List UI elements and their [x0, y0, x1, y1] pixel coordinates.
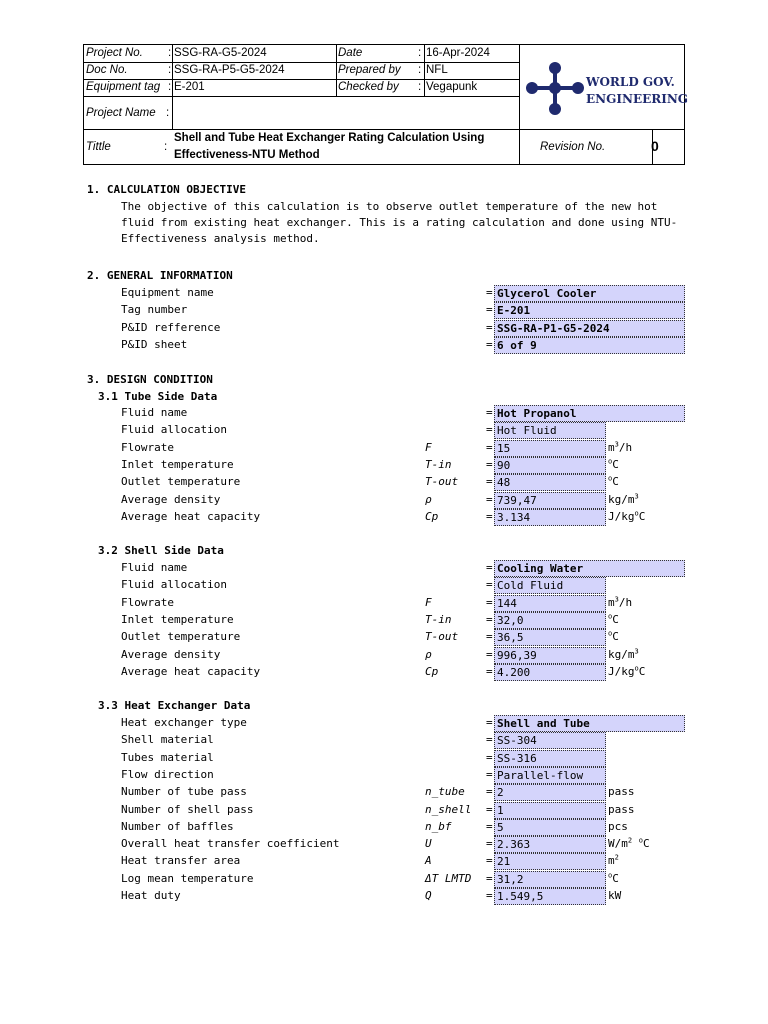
objective-line-3: Effectiveness analysis method. [121, 232, 320, 245]
data-row [0, 888, 768, 905]
equals-sign: = [486, 423, 493, 437]
unit-sup: o [608, 612, 613, 621]
row-symbol: F [425, 595, 432, 609]
colon: : [168, 81, 172, 93]
colon: : [168, 47, 172, 59]
equals-sign: = [486, 492, 493, 506]
row-value: 6 of 9 [494, 337, 685, 354]
equals-sign: = [486, 647, 493, 661]
date-value: 16-Apr-2024 [426, 47, 490, 59]
row-value: 2 [494, 784, 606, 801]
equals-sign: = [486, 561, 493, 574]
data-row [0, 612, 768, 629]
unit-rest: /h [618, 595, 633, 609]
row-label: Inlet temperature [121, 612, 234, 626]
colon: : [166, 107, 170, 119]
data-row [0, 784, 768, 801]
equals-sign: = [486, 509, 493, 523]
row-symbol: ρ [425, 492, 432, 506]
row-value: SS-316 [494, 750, 606, 767]
equals-sign: = [486, 595, 493, 609]
unit-sup: o [608, 457, 613, 466]
equals-sign: = [486, 578, 493, 592]
data-row [0, 647, 768, 664]
row-label: Fluid allocation [121, 423, 227, 437]
unit-base: pass [608, 785, 635, 799]
doc-no-value: SSG-RA-P5-G5-2024 [174, 64, 285, 76]
company-name [586, 74, 688, 108]
row-symbol: Cp [425, 509, 439, 523]
unit-rest: C [612, 871, 619, 885]
row-label: Overall heat transfer coefficient [121, 837, 340, 851]
row-unit [608, 493, 639, 507]
row-unit [608, 648, 639, 662]
unit-sup: o [638, 836, 643, 845]
row-value: 1 [494, 802, 606, 819]
revision-value: 0 [651, 138, 659, 154]
unit-base: J/kg [608, 664, 635, 678]
row-value: 2.363 [494, 836, 606, 853]
row-value: 31,2 [494, 871, 606, 888]
unit-base: J/kg [608, 509, 635, 523]
row-value: Cold Fluid [494, 577, 606, 594]
row-symbol: n_shell [425, 802, 472, 816]
checked-by-label: Checked by [338, 81, 399, 93]
data-row [0, 509, 768, 526]
prepared-by-value: NFL [426, 64, 448, 76]
equals-sign: = [486, 286, 493, 299]
row-symbol: T-out [425, 630, 459, 644]
equals-sign: = [486, 837, 493, 851]
row-unit [608, 837, 650, 851]
row-value: 36,5 [494, 629, 606, 646]
row-label: Equipment name [121, 286, 214, 299]
unit-mid [632, 837, 639, 850]
row-value: Shell and Tube [494, 715, 685, 732]
colon: : [418, 47, 422, 59]
row-unit [608, 854, 619, 868]
row-symbol: T-in [425, 612, 452, 626]
equals-sign: = [486, 406, 493, 419]
row-value: 739,47 [494, 492, 606, 509]
data-row [0, 750, 768, 767]
data-row [0, 474, 768, 491]
equals-sign: = [486, 819, 493, 833]
data-row [0, 664, 768, 681]
unit-sup: o [608, 871, 613, 880]
hx-data-title: 3.3 Heat Exchanger Data [98, 699, 251, 712]
data-row [0, 440, 768, 457]
equals-sign: = [486, 664, 493, 678]
row-symbol: ΔT LMTD [425, 871, 472, 885]
row-value: Parallel-flow [494, 767, 606, 784]
row-symbol: U [425, 837, 432, 851]
unit-base: kg/m [608, 647, 635, 661]
row-label: Average heat capacity [121, 664, 261, 678]
row-label: Flowrate [121, 595, 174, 609]
checked-by-value: Vegapunk [426, 81, 478, 93]
equals-sign: = [486, 785, 493, 799]
equals-sign: = [486, 440, 493, 454]
unit-base: pcs [608, 819, 628, 833]
data-row [0, 457, 768, 474]
unit-rest: C [612, 457, 619, 471]
unit-base: W/m [608, 837, 628, 851]
unit-sup: 2 [627, 836, 633, 845]
equals-sign: = [486, 733, 493, 747]
row-label: Heat transfer area [121, 854, 241, 868]
row-unit [608, 596, 632, 610]
equals-sign: = [486, 612, 493, 626]
row-symbol: T-out [425, 475, 459, 489]
equals-sign: = [486, 854, 493, 868]
row-label: Average density [121, 647, 221, 661]
unit-sup: o [608, 629, 613, 638]
row-unit [608, 665, 645, 679]
equals-sign: = [486, 320, 493, 334]
row-unit [608, 613, 619, 627]
row-value: 48 [494, 474, 606, 491]
row-label: P&ID sheet [121, 337, 188, 351]
prepared-by-label: Prepared by [338, 64, 401, 76]
objective-text [121, 199, 681, 247]
row-value: 5 [494, 819, 606, 836]
row-value: Hot Propanol [494, 405, 685, 422]
data-row [0, 802, 768, 819]
revision-label: Revision No. [540, 141, 606, 153]
tube-side-title: 3.1 Tube Side Data [98, 390, 218, 403]
row-symbol: T-in [425, 457, 452, 471]
unit-sup: o [608, 474, 613, 483]
unit-sup: 3 [634, 491, 639, 500]
row-value: 90 [494, 457, 606, 474]
colon: : [418, 81, 422, 93]
objective-line-1: The objective of this calculation is to observe outlet temperature of the new hot [121, 200, 658, 213]
unit-rest: C [612, 475, 619, 489]
row-value: 21 [494, 853, 606, 870]
colon: : [164, 141, 168, 153]
section-1-title: 1. CALCULATION OBJECTIVE [87, 183, 246, 196]
data-row [0, 405, 768, 422]
row-value: 1.549,5 [494, 888, 606, 905]
row-unit [608, 458, 619, 472]
date-label: Date [338, 47, 363, 59]
row-unit [608, 475, 619, 489]
data-row [0, 560, 768, 577]
row-label: Shell material [121, 733, 214, 747]
company-name-line-2: ENGINEERING [586, 92, 689, 106]
unit-base: m [608, 854, 615, 868]
row-symbol: n_bf [425, 819, 452, 833]
row-label: Number of shell pass [121, 802, 254, 816]
data-row [0, 819, 768, 836]
row-label: Heat exchanger type [121, 716, 247, 729]
row-label: Average heat capacity [121, 509, 261, 523]
row-unit [608, 872, 619, 886]
equals-sign: = [486, 475, 493, 489]
row-unit [608, 803, 635, 817]
row-symbol: Q [425, 889, 432, 902]
data-row [0, 285, 768, 302]
row-value: 4.200 [494, 664, 606, 681]
colon: : [168, 64, 172, 76]
data-row [0, 629, 768, 646]
row-label: Fluid name [121, 561, 188, 574]
equals-sign: = [486, 889, 493, 902]
row-value: SSG-RA-P1-G5-2024 [494, 320, 685, 337]
unit-rest: C [612, 630, 619, 644]
unit-rest: /h [618, 440, 633, 454]
section-3-title: 3. DESIGN CONDITION [87, 373, 213, 386]
row-label: Average density [121, 492, 221, 506]
row-label: Fluid name [121, 406, 188, 419]
equals-sign: = [486, 767, 493, 781]
row-unit [608, 441, 632, 455]
row-unit [608, 820, 628, 834]
data-row [0, 320, 768, 337]
row-symbol: A [425, 854, 432, 868]
row-label: Tubes material [121, 750, 214, 764]
unit-sup: 3 [614, 594, 619, 603]
unit-base: kg/m [608, 492, 635, 506]
row-label: Log mean temperature [121, 871, 254, 885]
equals-sign: = [486, 457, 493, 471]
data-row [0, 302, 768, 319]
data-row [0, 715, 768, 732]
unit-base: pass [608, 802, 635, 816]
row-unit [608, 785, 635, 799]
row-label: Fluid allocation [121, 578, 227, 592]
row-label: Flowrate [121, 440, 174, 454]
unit-rest: C [638, 664, 646, 678]
data-row [0, 767, 768, 784]
shell-side-title: 3.2 Shell Side Data [98, 544, 224, 557]
company-name-line-1: WORLD GOV. [586, 75, 675, 89]
title-line-2: Effectiveness-NTU Method [174, 149, 320, 161]
row-symbol: n_tube [425, 785, 465, 799]
title-label: Tittle [86, 141, 111, 153]
project-name-label: Project Name [86, 107, 156, 119]
row-label: Flow direction [121, 767, 214, 781]
row-label: Outlet temperature [121, 475, 241, 489]
row-label: Inlet temperature [121, 457, 234, 471]
row-label: Tag number [121, 303, 188, 317]
row-value: 3.134 [494, 509, 606, 526]
row-symbol: ρ [425, 647, 432, 661]
equals-sign: = [486, 716, 493, 729]
row-symbol: F [425, 440, 432, 454]
unit-sup: o [634, 664, 639, 673]
unit-sup: 3 [634, 646, 639, 655]
equals-sign: = [486, 750, 493, 764]
row-value: Hot Fluid [494, 422, 606, 439]
unit-rest: C [612, 612, 619, 626]
row-value: 996,39 [494, 647, 606, 664]
unit-sup: 2 [614, 853, 619, 862]
row-value: 144 [494, 595, 606, 612]
row-value: 32,0 [494, 612, 606, 629]
colon: : [418, 64, 422, 76]
equals-sign: = [486, 337, 493, 351]
data-row [0, 853, 768, 870]
unit-base: kW [608, 889, 622, 902]
section-2-title: 2. GENERAL INFORMATION [87, 269, 233, 282]
equals-sign: = [486, 871, 493, 885]
equals-sign: = [486, 630, 493, 644]
row-value: SS-304 [494, 732, 606, 749]
objective-line-2: fluid from existing heat exchanger. This is a rating calculation and done using NTU- [121, 216, 678, 229]
unit-base: m [608, 440, 615, 454]
row-label: Number of baffles [121, 819, 234, 833]
row-value: E-201 [494, 302, 685, 319]
row-label: Number of tube pass [121, 785, 247, 799]
project-no-label: Project No. [86, 47, 143, 59]
equipment-tag-value: E-201 [174, 81, 205, 93]
row-unit [608, 630, 619, 644]
unit-base: m [608, 595, 615, 609]
row-unit [608, 510, 645, 524]
data-row [0, 836, 768, 853]
data-row [0, 871, 768, 888]
unit-rest: C [642, 837, 650, 851]
row-unit [608, 889, 621, 903]
row-label: Outlet temperature [121, 630, 241, 644]
row-value: Cooling Water [494, 560, 685, 577]
data-row [0, 732, 768, 749]
data-row [0, 595, 768, 612]
unit-sup: 3 [614, 439, 619, 448]
unit-rest: C [638, 509, 646, 523]
project-no-value: SSG-RA-G5-2024 [174, 47, 267, 59]
company-logo-icon [524, 60, 586, 120]
data-row [0, 337, 768, 354]
data-row [0, 492, 768, 509]
unit-sup: o [634, 509, 639, 518]
row-value: 15 [494, 440, 606, 457]
doc-no-label: Doc No. [86, 64, 128, 76]
data-row [0, 577, 768, 594]
data-row [0, 422, 768, 439]
equipment-tag-label: Equipment tag [86, 81, 161, 93]
row-symbol: Cp [425, 664, 439, 678]
equals-sign: = [486, 303, 493, 317]
row-label: Heat duty [121, 889, 181, 902]
equals-sign: = [486, 802, 493, 816]
row-value: Glycerol Cooler [494, 285, 685, 302]
row-label: P&ID refference [121, 320, 221, 334]
title-line-1: Shell and Tube Heat Exchanger Rating Calculation Using [174, 132, 485, 144]
